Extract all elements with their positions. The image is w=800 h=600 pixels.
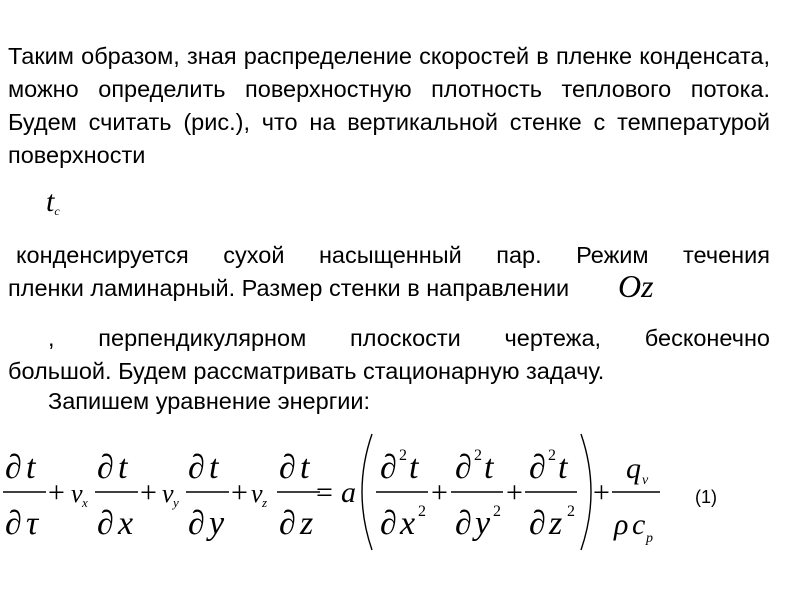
eq-d: ∂ [380,505,397,542]
paragraph-perpendicular-line1: , перпендикулярном плоскости чертежа, бесконечно [48,325,770,351]
eq-z: z [549,505,563,542]
eq-t: t [409,449,419,486]
fraction-d2t-dy2 [451,447,503,542]
eq-q: q [626,452,641,485]
eq-plus: + [506,476,523,509]
eq-d: ∂ [380,449,397,486]
eq-t: t [209,449,219,486]
eq-x: x [118,505,134,542]
eq-t: t [26,449,36,486]
fraction-dt-dz [277,449,320,542]
eq-z: z [300,505,314,542]
paragraph-vapor-line1: конденсируется сухой насыщенный пар. Режим течения [16,242,770,268]
fraction-dt-dtau [3,449,46,542]
fraction-d2t-dx2 [376,447,428,542]
symbol-c-subscript: c [54,204,60,218]
eq-rho: ρ [614,508,629,541]
symbol-t: t [46,185,55,218]
eq-exp-2: 2 [418,503,426,520]
fraction-dt-dy [186,449,229,542]
eq-d: ∂ [5,449,22,486]
eq-sub-z: z [262,495,268,510]
eq-t: t [558,449,568,486]
eq-sub-y: y [173,495,179,510]
eq-d: ∂ [188,505,205,542]
fraction-qv-rhocp [612,452,660,546]
eq-x: x [400,505,416,542]
fraction-dt-dx [95,449,138,542]
eq-tau: τ [26,505,39,542]
eq-exp-2: 2 [493,503,501,520]
eq-y: y [475,505,491,542]
eq-d: ∂ [455,449,472,486]
eq-sub-x: x [82,495,88,510]
paragraph-perpendicular-line2: большой. Будем рассматривать стационарную задачу. [8,358,605,384]
eq-d: ∂ [97,449,114,486]
symbol-axis-oz: Oz [618,268,654,304]
eq-exp-2: 2 [399,447,407,464]
eq-v: v [162,479,174,508]
eq-v: v [71,479,83,508]
eq-v: v [251,479,263,508]
eq-d: ∂ [529,449,546,486]
eq-d: ∂ [455,505,472,542]
equation-number: (1) [695,487,717,507]
left-paren [362,434,372,550]
eq-exp-2: 2 [567,503,575,520]
eq-plus: + [593,476,610,509]
eq-plus: + [231,476,248,509]
eq-c: c [632,508,646,541]
paragraph-vapor-line2: пленки ламинарный. Размер стенки в направлении [8,275,570,301]
eq-d: ∂ [279,449,296,486]
eq-sub-v: v [642,473,649,488]
eq-d: ∂ [188,449,205,486]
energy-equation [0,430,800,600]
fraction-d2t-dz2 [525,447,577,542]
eq-t: t [118,449,128,486]
eq-plus: + [140,476,157,509]
eq-sub-p: p [646,531,653,546]
paragraph-intro: Таким образом, зная распределение скоростей в пленке конденсата, можно определить поверхностную плотность теплового потока. Будем считать (рис.), что на вертикальной стенке с температурой поверхности [8,43,770,168]
eq-y: y [209,505,225,542]
eq-plus: + [431,476,448,509]
paragraph-energy-equation-intro: Запишем уравнение энергии: [48,388,371,414]
eq-equals: = [316,476,333,509]
eq-exp-2: 2 [548,447,556,464]
eq-a: a [341,476,356,509]
eq-d: ∂ [5,505,22,542]
eq-d: ∂ [97,505,114,542]
eq-exp-2: 2 [474,447,482,464]
eq-plus: + [48,476,65,509]
right-paren [581,434,591,550]
symbol-wall-temperature [46,185,60,219]
eq-d: ∂ [279,505,296,542]
eq-t: t [300,449,310,486]
eq-d: ∂ [529,505,546,542]
eq-t: t [484,449,494,486]
